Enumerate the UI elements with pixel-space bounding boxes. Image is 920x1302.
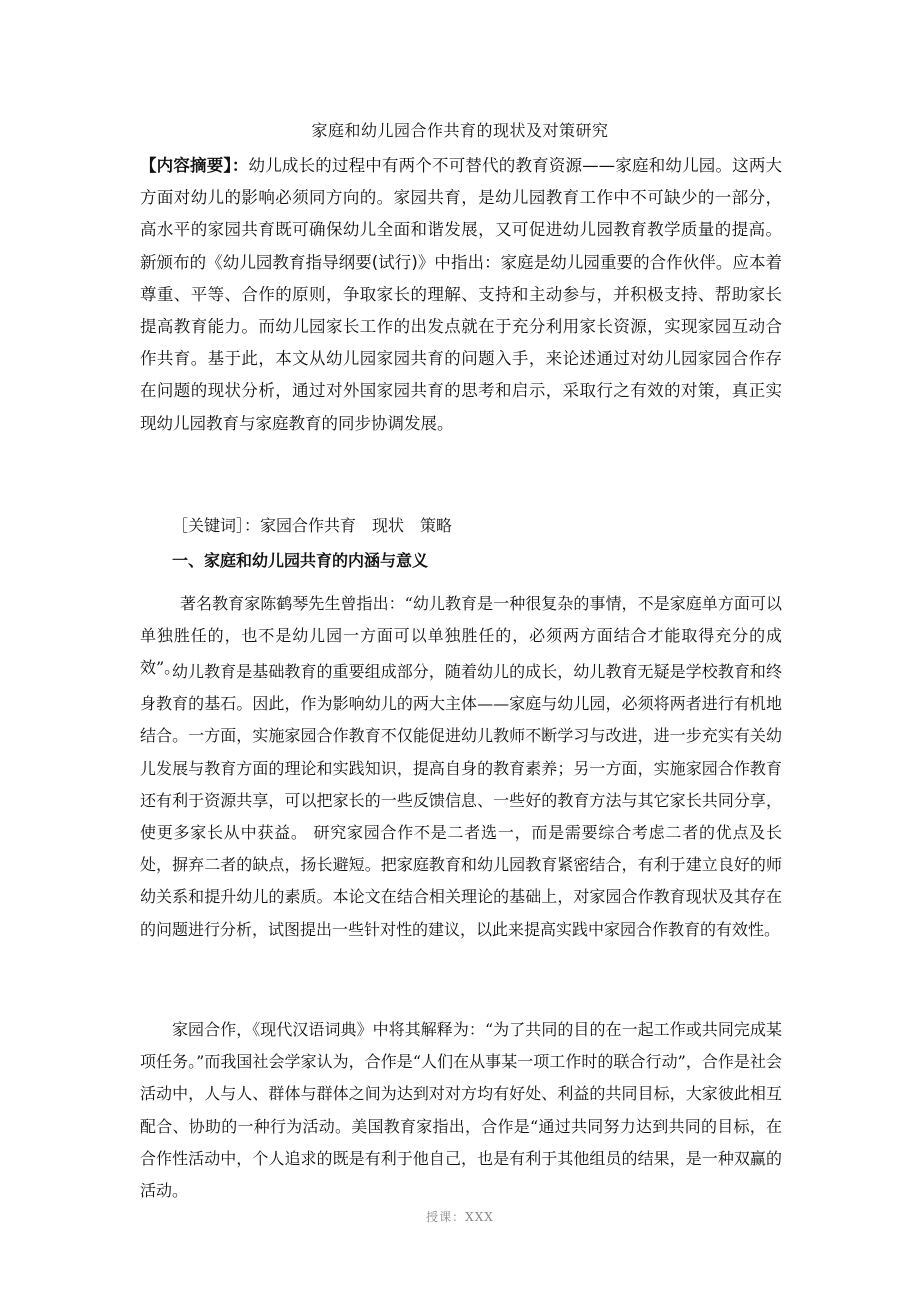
abstract-text: 幼儿成长的过程中有两个不可替代的教育资源——家庭和幼儿园。这两大方面对幼儿的影响必须同方向的。家园共育，是幼儿园教育工作中不可缺少的一部分，高水平的家园共育既可确保幼儿全面和谐发展，又可促进幼儿园教育教学质量的提高。新颁布的《幼儿园教育指导纲要(试行)》中指出：家庭是幼儿园重要的合作伙伴。应本着尊重、平等、合作的原则，争取家长的理解、支持和主动参与，并积极支持、帮助家长提高教育能力。而幼儿园家长工作的出发点就在于充分利用家长资源，实现家园互动合作共育。基于此，本文从幼儿园家园共育的问题入手，来论述通过对幼儿园家园合作存在问题的现状分析，通过对外国家园共育的思考和启示，采取行之有效的对策，真正实现幼儿园教育与家庭教育的同步协调发展。 xyxy=(140,156,783,433)
body-paragraph-1: 著名教育家陈鹤琴先生曾指出：“幼儿教育是一种很复杂的事情，不是家庭单方面可以单独胜任的，也不是幼儿园一方面可以单独胜任的，必须两方面结合才能取得充分的成效”。 xyxy=(140,594,782,678)
section-heading: 一、家庭和幼儿园共育的内涵与意义 xyxy=(172,551,429,570)
document-title: 家庭和幼儿园合作共育的现状及对策研究 xyxy=(311,121,609,140)
body-paragraph-2: 幼儿教育是基础教育的重要组成部分，随着幼儿的成长，幼儿教育无疑是学校教育和终身教育的基石。因此，作为影响幼儿的两大主体——家庭与幼儿园，必须将两者进行有机地结合。一方面，实施家园合作教育不仅能促进幼儿教师不断学习与改进，进一步充实有关幼儿发展与教育方面的理论和实践知识，提高自身的教育素养；另一方面，实施家园合作教育还有利于资源共享，可以把家长的一些反馈信息、一些好的教育方法与其它家长共同分享，使更多家长从中获益。 研究家园合作不是二者选一，而是需要综合考虑二者的优点及长处，摒弃二者的缺点，扬长避短。把家庭教育和幼儿园教育紧密结合，有利于建立良好的师幼关系和提升幼儿的素质。本论文在结合相关理论的基础上，对家园合作教育现状及其存在的问题进行分析，试图提出一些针对性的建议，以此来提高实践中家园合作教育的有效性。 xyxy=(140,662,782,939)
page-footer: 授课：XXX xyxy=(426,1210,494,1224)
body-paragraph-3: 家园合作，《现代汉语词典》中将其解释为：“为了共同的目的在一起工作或共同完成某项任务。”而我国社会学家认为，合作是“人们在从事某一项工作时的联合行动”，合作是社会活动中，人与人、群体与群体之间为达到对对方均有好处、利益的共同目标，大家彼此相互配合、协助的一种行为活动。美国教育家指出，合作是“通过共同努力达到共同的目标，在合作性活动中，个人追求的既是有利于他自己，也是有利于其他组员的结果，是一种双赢的活动。 xyxy=(140,1020,782,1201)
keywords-line: ［关键词］：家园合作共育 现状 策略 xyxy=(172,516,453,535)
abstract-paragraph xyxy=(140,150,782,440)
abstract-label: 【内容摘要】： xyxy=(140,156,249,175)
